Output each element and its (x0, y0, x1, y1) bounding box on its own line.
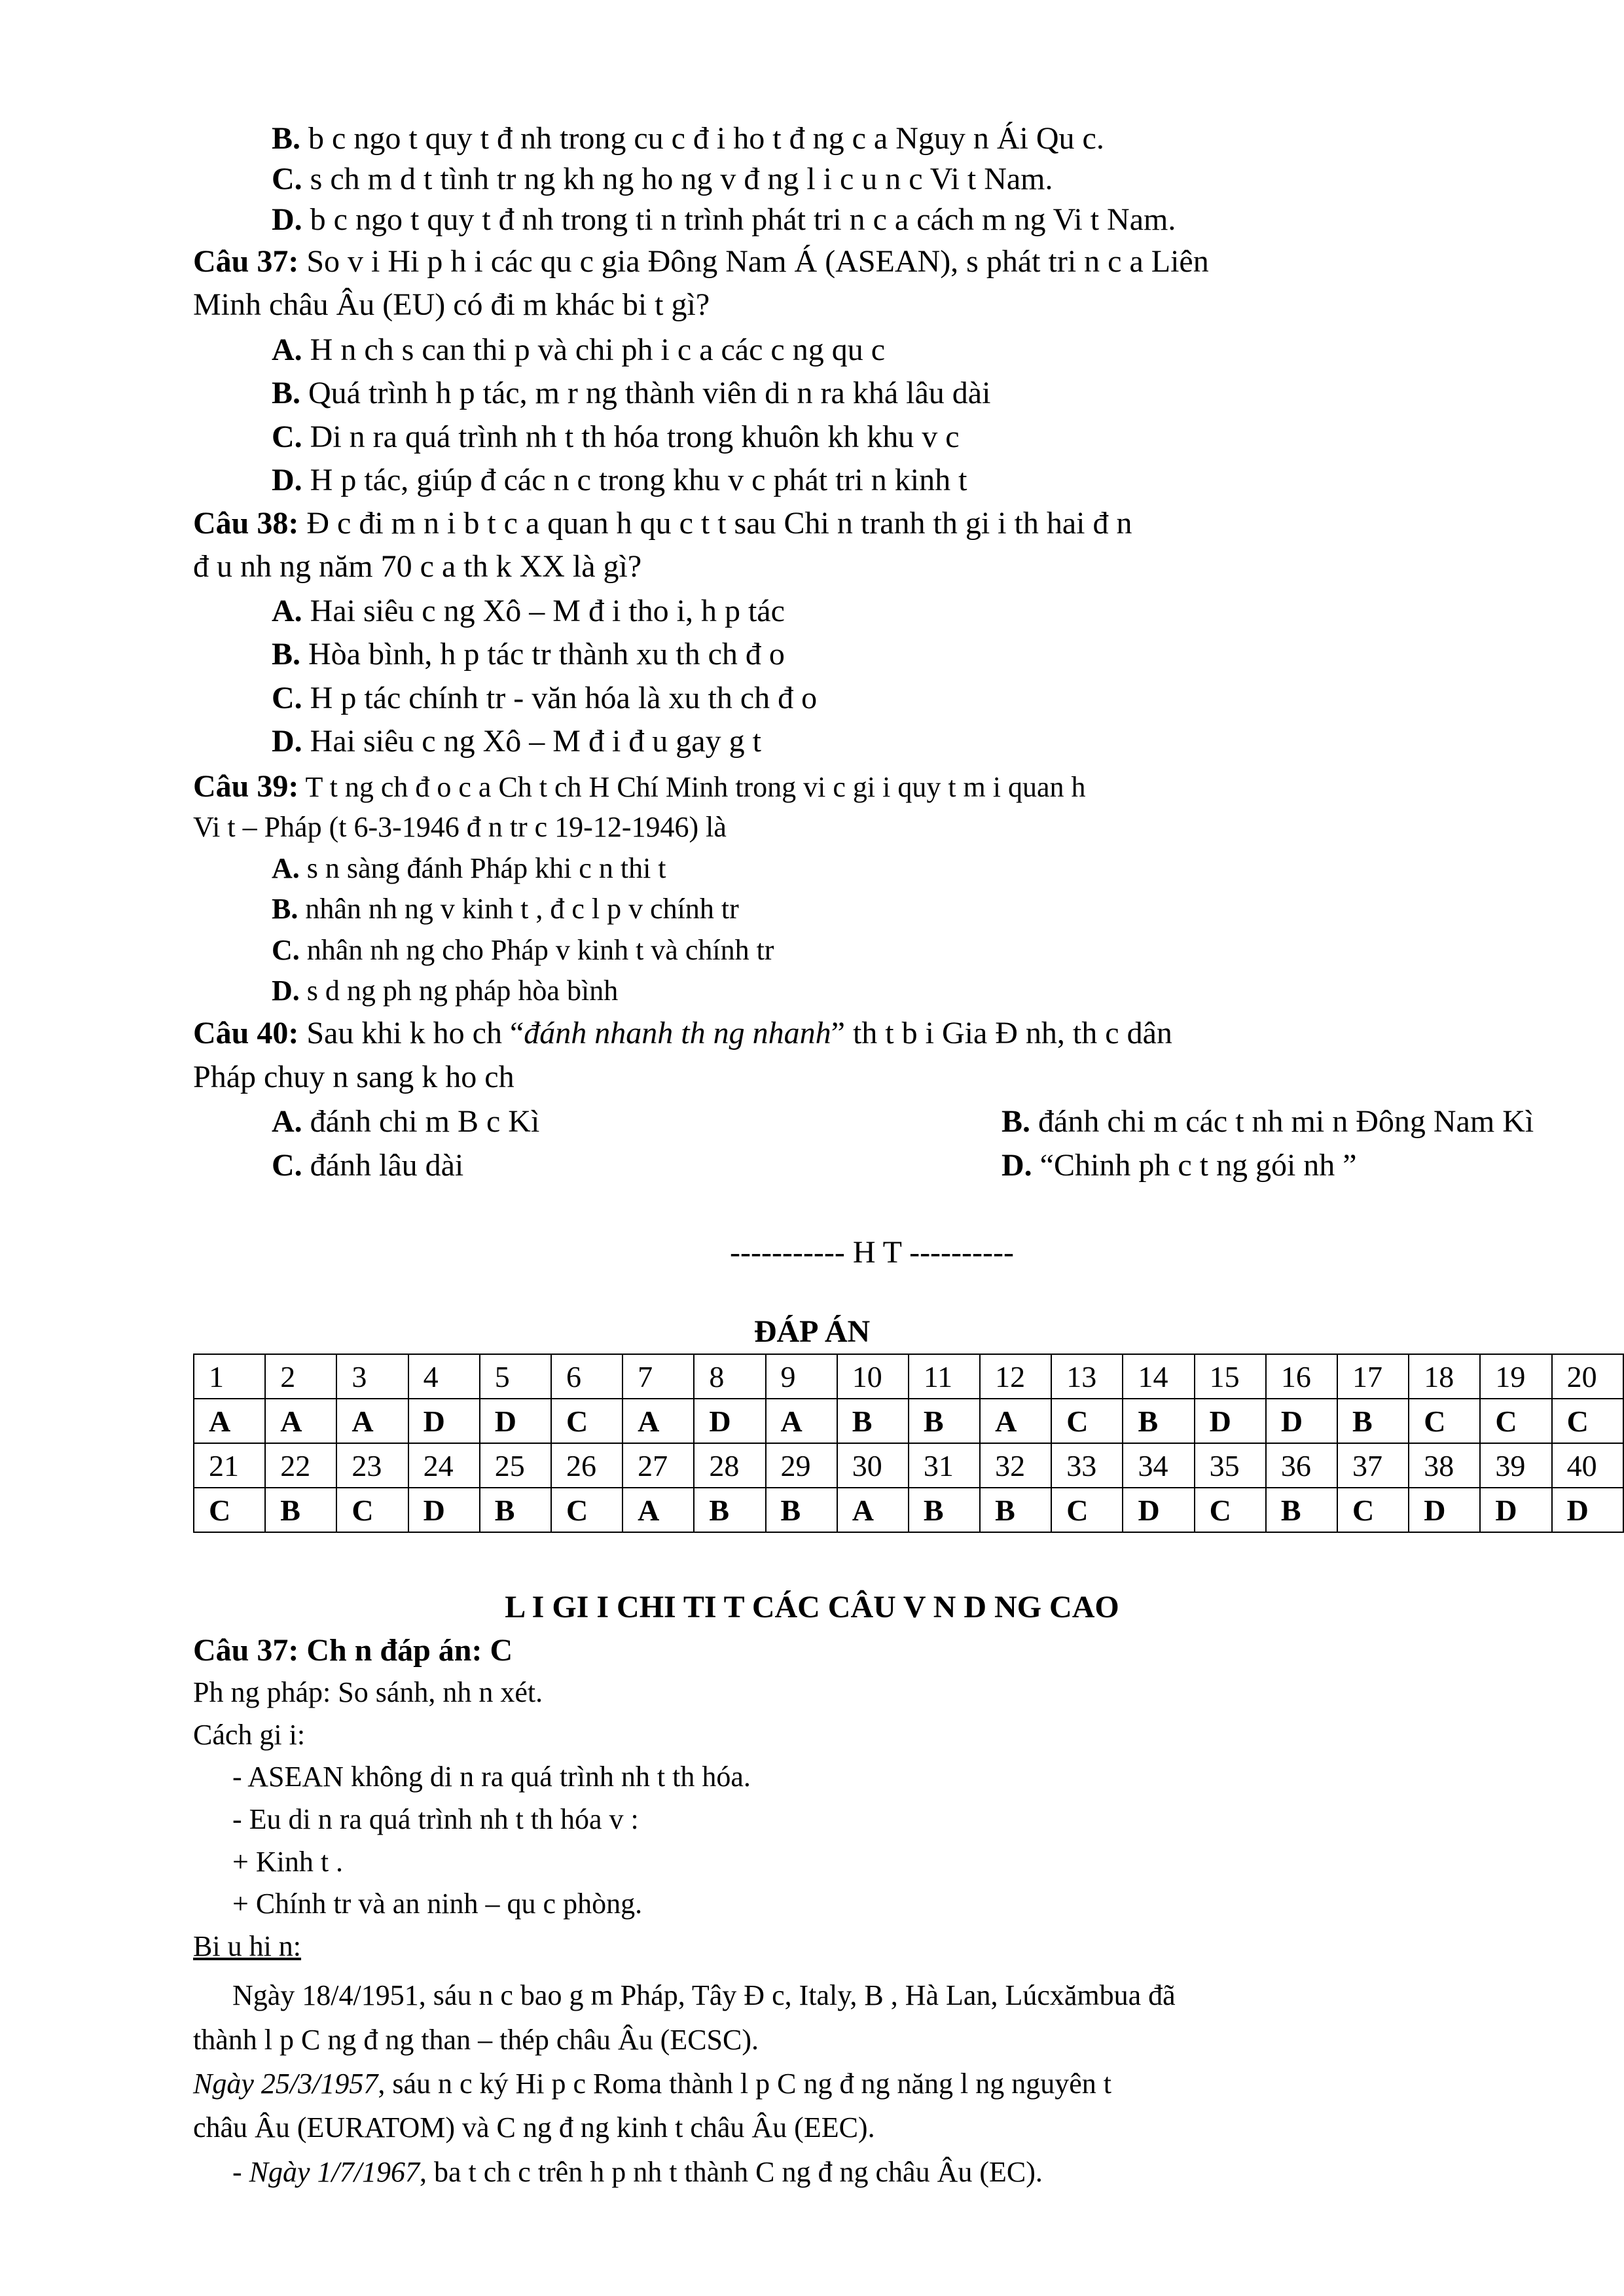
answer-cell: D (408, 1399, 480, 1443)
q40-options-row2 (272, 1146, 1581, 1185)
q40-stem-line2: Pháp chuy n sang k ho ch (193, 1060, 514, 1094)
q39-option-d: D. s d ng ph ng pháp hòa bình (272, 975, 619, 1007)
answer-cell: 19 (1480, 1354, 1551, 1399)
q40-options-row1 (272, 1102, 1581, 1141)
answer-cell: B (694, 1488, 765, 1532)
answer-cell: A (265, 1399, 336, 1443)
solution-method: Ph ng pháp: So sánh, nh n xét. (193, 1676, 543, 1708)
answer-cell: A (336, 1399, 408, 1443)
answer-cell: D (1480, 1488, 1551, 1532)
answer-cell: A (623, 1399, 694, 1443)
answer-cell: D (408, 1488, 480, 1532)
answer-cell: B (1337, 1399, 1409, 1443)
answer-cell: D (1409, 1488, 1480, 1532)
answer-cell: 18 (1409, 1354, 1480, 1399)
answer-cell: 33 (1051, 1443, 1123, 1488)
answer-cell: 8 (694, 1354, 765, 1399)
answer-cell: 15 (1195, 1354, 1266, 1399)
solution-point-4: + Chính tr và an ninh – qu c phòng. (232, 1888, 643, 1920)
q36-option-c: C. s ch m d t tình tr ng kh ng ho ng v đ ng l i c u n c Vi t Nam. (272, 162, 1053, 196)
answer-cell: 35 (1195, 1443, 1266, 1488)
evidence-paragraph-2b: châu Âu (EURATOM) và C ng đ ng kinh t châu Âu (EEC). (193, 2111, 875, 2144)
answer-cell: 27 (623, 1443, 694, 1488)
answer-cell: B (909, 1488, 980, 1532)
answer-cell: C (194, 1488, 265, 1532)
answer-cell: 21 (194, 1443, 265, 1488)
answer-cell: B (909, 1399, 980, 1443)
answer-cell: C (551, 1488, 623, 1532)
q38-option-b: B. Hòa bình, h p tác tr thành xu th ch đ o (272, 637, 785, 672)
q39-stem-line2: Vi t – Pháp (t 6-3-1946 đ n tr c 19-12-1946) là (193, 811, 727, 843)
answer-cell: 25 (480, 1443, 551, 1488)
solution-point-3: + Kinh t . (232, 1846, 344, 1878)
answer-cell: 11 (909, 1354, 980, 1399)
q37-stem-line1: Câu 37: So v i Hi p h i các qu c gia Đông Nam Á (ASEAN), s phát tri n c a Liên (193, 244, 1209, 279)
answer-cell: 22 (265, 1443, 336, 1488)
answer-cell: D (1123, 1488, 1194, 1532)
answer-cell: 28 (694, 1443, 765, 1488)
answer-cell: 26 (551, 1443, 623, 1488)
answer-cell: D (1266, 1399, 1337, 1443)
q37-stem-line2: Minh châu Âu (EU) có đi m khác bi t gì? (193, 287, 710, 322)
answer-cell: C (1337, 1488, 1409, 1532)
answer-cell: 13 (1051, 1354, 1123, 1399)
q39-option-b: B. nhân nh ng v kinh t , đ c l p v chính tr (272, 893, 739, 925)
answer-cell: 34 (1123, 1443, 1194, 1488)
answer-cell: B (980, 1488, 1051, 1532)
q37-option-a: A. H n ch s can thi p và chi ph i c a các c ng qu c (272, 332, 886, 367)
answer-row-letters-1 (194, 1399, 1623, 1443)
answer-cell: 3 (336, 1354, 408, 1399)
answer-row-numbers-2 (194, 1443, 1623, 1488)
answer-cell: 17 (1337, 1354, 1409, 1399)
answer-cell: D (1195, 1399, 1266, 1443)
answer-cell: 32 (980, 1443, 1051, 1488)
q39-stem-line1: Câu 39: T t ng ch đ o c a Ch t ch H Chí Minh trong vi c gi i quy t m i quan h (193, 769, 1086, 804)
answer-cell: B (766, 1488, 837, 1532)
answer-cell: A (980, 1399, 1051, 1443)
answer-cell: D (480, 1399, 551, 1443)
solution-evidence-heading: Bi u hi n: (193, 1930, 302, 1962)
answer-cell: C (1051, 1399, 1123, 1443)
q38-stem-line1: Câu 38: Đ c đi m n i b t c a quan h qu c t t sau Chi n tranh th gi i th hai đ n (193, 506, 1132, 541)
q38-option-a: A. Hai siêu c ng Xô – M đ i tho i, h p tác (272, 594, 785, 628)
q40-option-a: A. đánh chi m B c Kì (272, 1104, 540, 1139)
answer-cell: A (623, 1488, 694, 1532)
answer-cell: 36 (1266, 1443, 1337, 1488)
answer-cell: 6 (551, 1354, 623, 1399)
solution-point-2: - Eu di n ra quá trình nh t th hóa v : (232, 1803, 639, 1835)
evidence-paragraph-1a: Ngày 18/4/1951, sáu n c bao g m Pháp, Tây Đ c, Italy, B , Hà Lan, Lúcxămbua đã (232, 1979, 1176, 2011)
answer-cell: 39 (1480, 1443, 1551, 1488)
q37-option-c: C. Di n ra quá trình nh t th hóa trong khuôn kh khu v c (272, 420, 960, 454)
solution-title: L I GI I CHI TI T CÁC CÂU V N D NG CAO (505, 1590, 1119, 1624)
answer-cell: 12 (980, 1354, 1051, 1399)
answer-cell: 37 (1337, 1443, 1409, 1488)
answer-cell: A (194, 1399, 265, 1443)
answer-cell: 10 (837, 1354, 909, 1399)
q40-option-c: C. đánh lâu dài (272, 1148, 464, 1183)
answer-cell: 29 (766, 1443, 837, 1488)
answer-cell: 40 (1552, 1443, 1623, 1488)
q37-option-b: B. Quá trình h p tác, m r ng thành viên di n ra khá lâu dài (272, 376, 991, 410)
q38-stem-line2: đ u nh ng năm 70 c a th k XX là gì? (193, 549, 642, 584)
answer-cell: C (1051, 1488, 1123, 1532)
answer-cell: C (336, 1488, 408, 1532)
answer-cell: A (837, 1488, 909, 1532)
answer-cell: B (480, 1488, 551, 1532)
evidence-paragraph-3: - Ngày 1/7/1967, ba t ch c trên h p nh t thành C ng đ ng châu Âu (EC). (232, 2156, 1043, 2188)
answer-key-table (193, 1354, 1624, 1533)
evidence-paragraph-1b: thành l p C ng đ ng than – thép châu Âu (ECSC). (193, 2024, 759, 2056)
answer-cell: 9 (766, 1354, 837, 1399)
answer-cell: 23 (336, 1443, 408, 1488)
answer-cell: 24 (408, 1443, 480, 1488)
evidence-paragraph-2a: Ngày 25/3/1957, sáu n c ký Hi p c Roma thành l p C ng đ ng năng l ng nguyên t (193, 2068, 1111, 2100)
q39-option-a: A. s n sàng đánh Pháp khi c n thi t (272, 852, 666, 884)
answer-cell: C (1480, 1399, 1551, 1443)
answer-row-numbers-1 (194, 1354, 1623, 1399)
answer-cell: 16 (1266, 1354, 1337, 1399)
answer-key-title: ĐÁP ÁN (753, 1314, 871, 1349)
q38-option-c: C. H p tác chính tr - văn hóa là xu th ch đ o (272, 681, 818, 715)
solution-howto: Cách gi i: (193, 1719, 306, 1751)
answer-cell: B (1123, 1399, 1194, 1443)
q39-option-c: C. nhân nh ng cho Pháp v kinh t và chính tr (272, 934, 774, 966)
answer-cell: 7 (623, 1354, 694, 1399)
answer-cell: 1 (194, 1354, 265, 1399)
q36-option-d: D. b c ngo t quy t đ nh trong ti n trình phát tri n c a cách m ng Vi t Nam. (272, 202, 1176, 237)
q40-option-b: B. đánh chi m các t nh mi n Đông Nam Kì (1001, 1104, 1534, 1139)
answer-cell: 5 (480, 1354, 551, 1399)
q40-stem-line1: Câu 40: Sau khi k ho ch “đánh nhanh th ng nhanh” th t b i Gia Đ nh, th c dân (193, 1016, 1172, 1050)
answer-cell: 38 (1409, 1443, 1480, 1488)
q37-option-d: D. H p tác, giúp đ các n c trong khu v c phát tri n kinh t (272, 463, 967, 497)
answer-cell: 30 (837, 1443, 909, 1488)
solution-point-1: - ASEAN không di n ra quá trình nh t th hóa. (232, 1761, 751, 1793)
answer-row-letters-2 (194, 1488, 1623, 1532)
answer-cell: B (837, 1399, 909, 1443)
answer-cell: C (1552, 1399, 1623, 1443)
answer-cell: D (694, 1399, 765, 1443)
answer-cell: B (265, 1488, 336, 1532)
answer-cell: 4 (408, 1354, 480, 1399)
answer-cell: 31 (909, 1443, 980, 1488)
answer-cell: D (1552, 1488, 1623, 1532)
answer-cell: C (551, 1399, 623, 1443)
q38-option-d: D. Hai siêu c ng Xô – M đ i đ u gay g t (272, 724, 761, 759)
q36-option-b: B. b c ngo t quy t đ nh trong cu c đ i ho t đ ng c a Nguy n Ái Qu c. (272, 121, 1104, 156)
answer-cell: A (766, 1399, 837, 1443)
answer-cell: 20 (1552, 1354, 1623, 1399)
q40-option-d: D. “Chinh ph c t ng gói nh ” (1001, 1148, 1357, 1183)
end-marker: ----------- H T ---------- (730, 1235, 1014, 1270)
answer-cell: C (1409, 1399, 1480, 1443)
answer-cell: C (1195, 1488, 1266, 1532)
solution-header: Câu 37: Ch n đáp án: C (193, 1633, 513, 1668)
answer-cell: B (1266, 1488, 1337, 1532)
answer-cell: 14 (1123, 1354, 1194, 1399)
answer-cell: 2 (265, 1354, 336, 1399)
